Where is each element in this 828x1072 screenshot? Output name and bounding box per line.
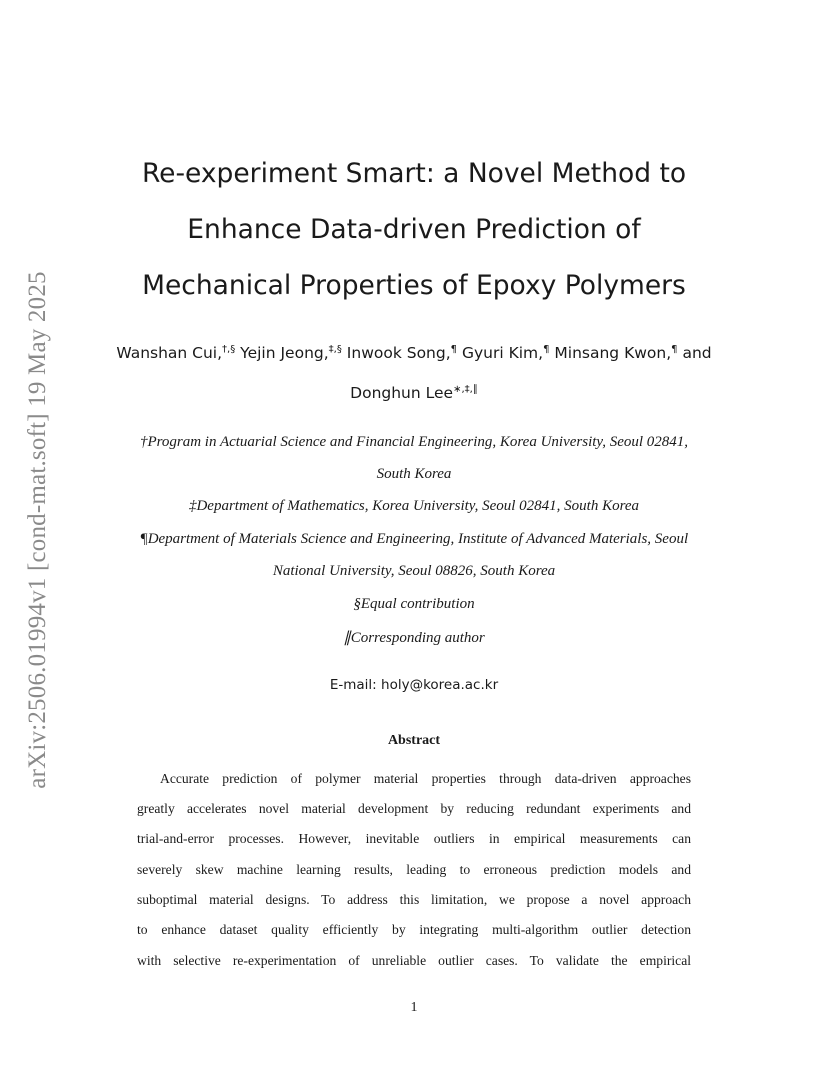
author-affiliation-marks: ∗,‡,∥	[453, 384, 478, 395]
corresponding-author-note: ∥Corresponding author	[343, 630, 485, 646]
author-name: Wanshan Cui,	[116, 344, 223, 362]
abstract-text-line: to enhance dataset quality efficiently by integrating multi-algorithm outlier detection	[137, 922, 691, 937]
abstract-heading: Abstract	[387, 733, 441, 748]
author-conjunction: and	[682, 344, 712, 362]
abstract-text-line: greatly accelerates novel material development by reducing redundant experiments and	[137, 801, 691, 816]
author-affiliation-marks: ¶	[543, 344, 550, 355]
author-affiliation-marks: †,§	[222, 344, 236, 355]
author-affiliation-marks: ¶	[671, 344, 678, 355]
abstract-text-line: trial-and-error processes. However, inevitable outliers in empirical measurements can	[137, 831, 691, 846]
author-list-line-2	[60, 384, 768, 402]
author-name: Inwook Song,	[346, 344, 451, 362]
abstract-text-line: severely skew machine learning results, leading to erroneous prediction models and	[137, 862, 691, 877]
abstract-text-line: with selective re-experimentation of unreliable outlier cases. To validate the empirical	[137, 953, 691, 968]
paper-title-line-1: Re-experiment Smart: a Novel Method to	[141, 158, 687, 189]
abstract-text-line: suboptimal material designs. To address this limitation, we propose a novel approach	[137, 892, 691, 907]
author-name: Yejin Jeong,	[240, 344, 329, 362]
author-affiliation-marks: ‡,§	[328, 344, 342, 355]
author-name: Gyuri Kim,	[461, 344, 544, 362]
paper-title-line-3: Mechanical Properties of Epoxy Polymers	[142, 270, 686, 301]
affiliation-line: South Korea	[376, 466, 452, 482]
affiliation-line: National University, Seoul 08826, South Korea	[272, 563, 556, 579]
author-name: Minsang Kwon,	[554, 344, 672, 362]
affiliation-line: †Program in Actuarial Science and Financial Engineering, Korea University, Seoul 02841,	[139, 434, 689, 450]
abstract-text-line: Accurate prediction of polymer material properties through data-driven approaches	[160, 771, 691, 786]
equal-contribution-note: §Equal contribution	[353, 596, 475, 612]
paper-title-line-2: Enhance Data-driven Prediction of	[187, 214, 641, 245]
affiliation-line: ¶Department of Materials Science and Engineering, Institute of Advanced Materials, Seoul	[139, 531, 689, 547]
affiliation-line: ‡Department of Mathematics, Korea University, Seoul 02841, South Korea	[188, 498, 640, 514]
author-list-line-1	[60, 344, 768, 362]
arxiv-identifier: arXiv:2506.01994v1 [cond-mat.soft] 19 May 2025	[24, 271, 51, 789]
author-name: Donghun Lee	[350, 384, 454, 402]
author-affiliation-marks: ¶	[450, 344, 458, 355]
page-number: 1	[410, 1000, 418, 1015]
contact-email: E-mail: holy@korea.ac.kr	[329, 677, 499, 693]
